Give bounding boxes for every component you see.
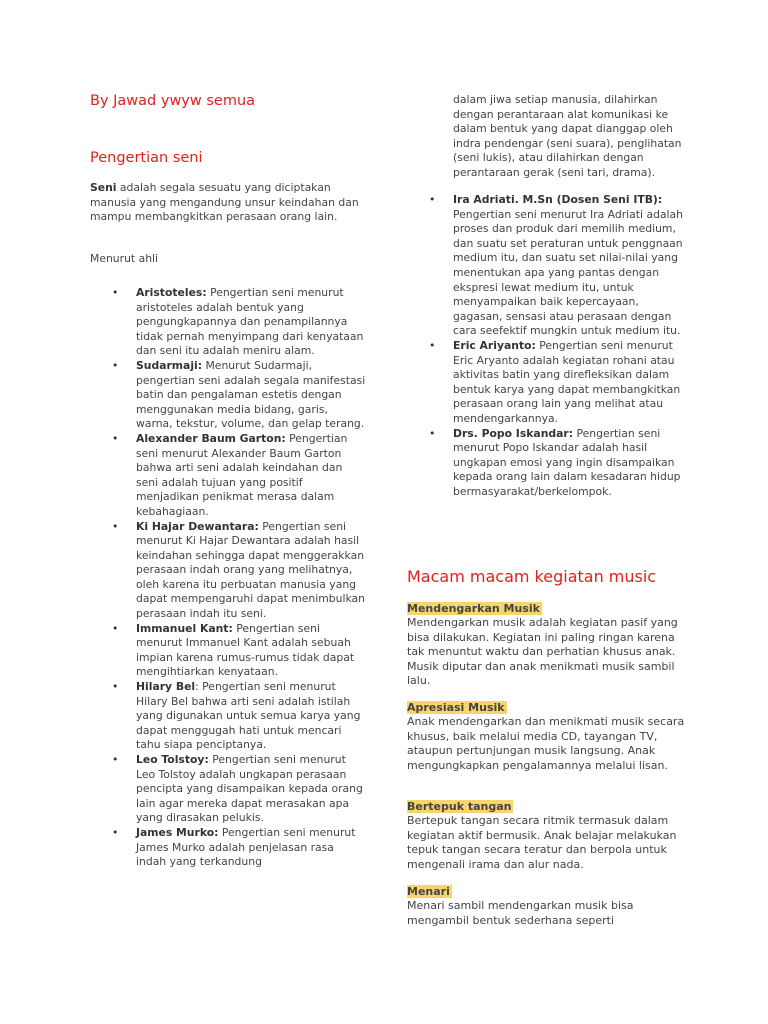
expert-name: Ira Adriati. M.Sn (Dosen Seni ITB):	[453, 193, 663, 206]
author-line: By Jawad ywyw semua	[90, 93, 256, 109]
expert-text: Pengertian seni menurut Ki Hajar Dewantara adalah hasil keindahan sehingga dapat menggerakkan perasaan indah orang yang melihatnya, oleh karena itu perbuatan manusia yang dapat mempengaruhi dapat menimbulkan perasaan indah itu seni.	[136, 519, 365, 621]
experts-list-continued	[429, 193, 689, 499]
expert-item	[112, 519, 366, 622]
expert-text: Pengertian seni menurut James Murko adalah penjelasan rasa indah yang terkandung	[136, 825, 356, 869]
section-title-kegiatan-music: Macam macam kegiatan music	[407, 567, 657, 586]
bullet-icon: •	[429, 338, 436, 352]
expert-name: Hilary Bel	[136, 680, 196, 694]
activity-text: Mendengarkan musik adalah kegiatan pasif yang bisa dilakukan. Kegiatan ini paling ringan karena tak menuntut waktu dan perhatian khusus anak. Musik diputar dan anak menikmati musik sambil lalu.	[407, 616, 678, 688]
experts-list	[112, 286, 366, 870]
expert-text: Pengertian seni menurut Eric Aryanto adalah kegiatan rohani atau aktivitas batin yang direfleksikan dalam bentuk karya yang dapat membangkitkan perasaan orang lain yang melihat atau mendengarkannya.	[453, 338, 681, 425]
bullet-icon: •	[112, 286, 119, 299]
activity-text: Anak mendengarkan dan menikmati musik secara khusus, baik melalui media CD, tayangan TV, ataupun pertunjungan musik langsung. Anak mengungkapkan pengalamannya melalui lisan.	[407, 715, 685, 772]
activity-heading: Bertepuk tangan	[407, 800, 512, 813]
music-activity	[407, 880, 689, 928]
bullet-icon: •	[112, 431, 119, 445]
expert-item	[112, 825, 366, 870]
expert-text: Pengertian seni menurut Alexander Baum Garton bahwa arti seni adalah keindahan dan seni adalah tujuan yang positif menjadikan penikmat merasa dalam kebahagiaan.	[136, 431, 348, 518]
intro-paragraph	[90, 181, 380, 225]
expert-text: : Pengertian seni menurut Hilary Bel bahwa arti seni adalah istilah yang digunakan untuk semua karya yang dapat menggugah hati untuk mencari tahu siapa penciptanya.	[136, 680, 361, 752]
bullet-icon: •	[112, 621, 119, 635]
expert-item	[112, 680, 366, 753]
music-activity	[407, 696, 689, 773]
expert-item	[429, 193, 689, 339]
expert-text: Pengertian seni menurut Popo Iskandar adalah hasil ungkapan emosi yang ingin disampaikan kepada orang lain dalam kesadaran hidup bermasyarakat/berkelompok.	[453, 426, 681, 498]
expert-name: Leo Tolstoy:	[136, 753, 209, 766]
music-activity	[407, 597, 689, 689]
expert-text: Pengertian seni menurut aristoteles adalah bentuk yang pengungkapannya dan penampilannya tidak pernah menyimpang dari kenyataan dan seni itu adalah meniru alam.	[136, 286, 364, 358]
activity-heading: Menari	[407, 885, 450, 898]
bullet-icon: •	[112, 519, 119, 533]
expert-name: Drs. Popo Iskandar:	[453, 426, 574, 440]
intro-text: adalah segala sesuatu yang diciptakan manusia yang mengandung unsur keindahan dan mampu membangkitkan perasaan orang lain.	[90, 181, 359, 224]
expert-item	[112, 431, 366, 520]
expert-name: Immanuel Kant:	[136, 621, 233, 635]
expert-item	[112, 753, 366, 826]
expert-item	[429, 426, 689, 500]
expert-name: Alexander Baum Garton:	[136, 431, 286, 445]
expert-name: James Murko:	[136, 825, 219, 839]
intro-term: Seni	[90, 181, 117, 194]
bullet-icon: •	[429, 426, 436, 440]
activity-text: Menari sambil mendengarkan musik bisa mengambil bentuk sederhana seperti	[407, 899, 634, 927]
expert-text: Pengertian seni menurut Ira Adriati adalah proses dan produk dari memilih medium, dan suatu set peraturan untuk penggnaan medium itu, dan suatu set nilai-nilai yang menentukan apa yang pantas dengan ekspresi lewat medium itu, untuk menyampaikan baik kepercayaan, gagasan, sensasi atau perasaan dengan cara seefektif mungkin untuk medium itu.	[453, 207, 683, 338]
expert-text: Menurut Sudarmaji, pengertian seni adalah segala manifestasi batin dan pengalaman estetis dengan menggunakan media bidang, garis, warna, tekstur, volume, dan gelap terang.	[136, 358, 366, 431]
bullet-icon: •	[112, 680, 119, 694]
expert-text: Pengertian seni menurut Leo Tolstoy adalah ungkapan perasaan pencipta yang disampaikan kepada orang lain agar mereka dapat merasakan apa yang dirasakan pelukis.	[136, 753, 363, 825]
expert-text: Pengertian seni menurut Immanuel Kant adalah sebuah impian karena rumus-rumus tidak dapat mengihtiarkan kenyataan.	[136, 621, 355, 679]
music-activity	[407, 795, 689, 872]
expert-name: Sudarmaji:	[136, 358, 203, 372]
activity-heading: Apresiasi Musik	[407, 701, 505, 714]
menurut-ahli-label: Menurut ahli	[90, 252, 159, 265]
section-title-pengertian-seni: Pengertian seni	[90, 150, 203, 166]
expert-item	[429, 338, 689, 427]
expert-item	[112, 358, 366, 432]
activity-heading: Mendengarkan Musik	[407, 602, 540, 615]
activity-text: Bertepuk tangan secara ritmik termasuk dalam kegiatan aktif bermusik. Anak belajar melakukan tepuk tangan secara teratur dan berpola untuk mengenali irama dan alur nada.	[407, 814, 677, 871]
expert-item	[112, 286, 366, 359]
expert-item	[112, 621, 366, 680]
expert-name: Aristoteles:	[136, 286, 207, 299]
bullet-icon: •	[429, 193, 436, 206]
expert-name: Ki Hajar Dewantara:	[136, 519, 259, 533]
bullet-icon: •	[112, 825, 119, 839]
bullet-icon: •	[112, 753, 119, 766]
continued-paragraph: dalam jiwa setiap manusia, dilahirkan dengan perantaraan alat komunikasi ke dalam bentuk yang dapat dianggap oleh indra pendengar (seni suara), penglihatan (seni lukis), atau dilahirkan dengan perantaraan gerak (seni tari, drama).	[453, 93, 682, 179]
expert-name: Eric Ariyanto:	[453, 338, 536, 352]
bullet-icon: •	[112, 358, 119, 372]
